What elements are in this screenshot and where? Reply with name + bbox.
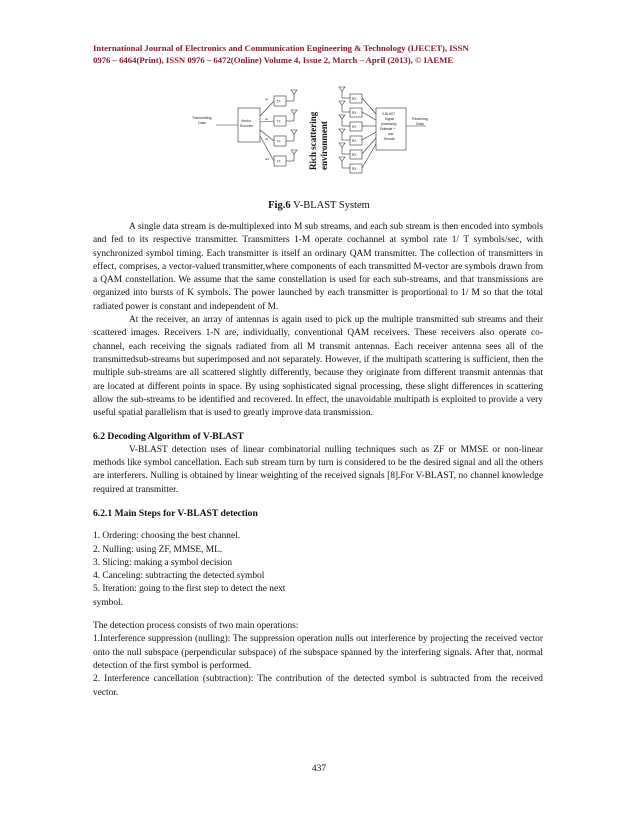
list-item: 1. Ordering: choosing the best channel. bbox=[93, 531, 241, 542]
receiving-data-label: Data bbox=[416, 122, 424, 126]
channel-label-1: Rich scattering bbox=[308, 111, 318, 170]
svg-text:aM: aM bbox=[265, 157, 269, 161]
spacer bbox=[93, 610, 543, 620]
rx-label: RX bbox=[352, 153, 357, 157]
rx-label: RX bbox=[352, 139, 357, 143]
paragraph: The detection process consists of two main operations: bbox=[93, 621, 299, 632]
channel-label-2: environment bbox=[319, 121, 329, 170]
tx-label: TX bbox=[276, 99, 281, 104]
caption-number: Fig.6 bbox=[268, 200, 291, 211]
svg-text:a1: a1 bbox=[265, 97, 269, 101]
figure-caption bbox=[0, 200, 638, 211]
list-item: symbol. bbox=[93, 597, 123, 608]
spacer bbox=[93, 420, 543, 430]
tx-label: TX bbox=[276, 159, 281, 164]
tx-label: TX bbox=[276, 119, 281, 124]
receiving-label: Receiving bbox=[412, 117, 428, 121]
list-item: 4. Canceling: subtracting the detected symbol bbox=[93, 571, 265, 582]
tx-label: TX bbox=[276, 139, 281, 144]
list-item: 5. Iteration: going to the first step to detect the next bbox=[93, 584, 286, 595]
header-line-2: 0976 – 6464(Print), ISSN 0976 – 6472(Online) Volume 4, Issue 2, March – April (2013), © IAEME bbox=[93, 55, 454, 65]
paragraph: 1.Interference suppression (nulling): The suppression operation nulls out interference by projecting the received vector onto the null subspace (perpendicular subspace) of the subspace spanned by the interfering signals. After that, normal detection of the first symbol is performed. bbox=[93, 634, 543, 671]
paragraph: A single data stream is de-multiplexed into M sub streams, and each sub stream is then encoded into symbols and fed to its respective transmitter. Transmitters 1-M operate cochannel at symbol rate 1/ T symbols/sec, with synchronized symbol timing. Each transmitter is itself an ordinary QAM transmitter. The collection of transmitters in effect, comprises, a vector-valued transmitter,where components of each transmitted M-vector are symbols drawn from a QAM constellation. We assume that the same constellation is used for each sub-streams, and that transmissions are organized into bursts of K symbols. The power launched by each transmitter is proportional to 1/ M so that the total radiated power is constant and independent of M. bbox=[93, 222, 543, 312]
steps-list bbox=[93, 530, 543, 610]
encoder-label-2: Encoder bbox=[240, 124, 254, 128]
rx-label: RX bbox=[352, 111, 357, 115]
journal-header bbox=[93, 42, 543, 66]
spacer bbox=[93, 520, 543, 530]
rx-label: RX bbox=[352, 125, 357, 129]
processor-label-5: and bbox=[388, 132, 394, 136]
subsection-heading: 6.2.1 Main Steps for V-BLAST detection bbox=[93, 507, 258, 519]
svg-text:a3: a3 bbox=[265, 137, 269, 141]
page-number: 437 bbox=[311, 764, 327, 774]
spacer bbox=[93, 497, 543, 507]
processor-label-3: processing bbox=[381, 122, 397, 126]
rx-label: RX bbox=[352, 167, 357, 171]
vblast-system-diagram bbox=[190, 86, 450, 186]
paragraph: At the receiver, an array of antennas is again used to pick up the multiple transmitted sub streams and their scattered images. Receivers 1-N are, individually, conventional QAM receivers. These receivers also operate co-channel, each receiving the signals radiated from all M transmit antennas. Each receiver antenna sees all of the transmittedsub-streams but superimposed and not separately. However, if the multipath scattering is sufficient, then the multiple sub-streams are all scattered slightly differently, because they originate from different transmit antennas that are located at different points in space. By using sophisticated signal processing, these slight differences in scattering allow the sub-streams to be identified and recovered. In effect, the unavoidable multipath is exploited to provide a very useful spatial parallelism that is used to greatly improve data transmission. bbox=[93, 315, 543, 419]
svg-text:a2: a2 bbox=[265, 117, 269, 121]
transmitting-label: Transmitting bbox=[192, 116, 212, 120]
article-body bbox=[93, 221, 543, 700]
paragraph: V-BLAST detection uses of linear combinatorial nulling techniques such as ZF or MMSE or non-linear methods like symbol cancellation. Each sub stream turn by turn is considered to be the desired signal and all the others are interferers. Nulling is obtained by linear weighting of the received signals [8].For V-BLAST, no channel knowledge required at transmitter. bbox=[93, 444, 543, 495]
section-heading: 6.2 Decoding Algorithm of V-BLAST bbox=[93, 431, 244, 443]
rx-label: RX bbox=[352, 97, 357, 101]
list-item: 2. Nulling: using ZF, MMSE, ML. bbox=[93, 544, 223, 555]
paragraph: 2. Interference cancellation (subtraction): The contribution of the detected symbol is subtracted from the received vector. bbox=[93, 674, 543, 698]
caption-text: V-BLAST System bbox=[290, 200, 370, 211]
processor-label-2: Signal bbox=[385, 117, 394, 121]
processor-label-4: Estimate + bbox=[380, 127, 396, 131]
encoder-label-1: Vector bbox=[241, 119, 252, 123]
header-line-1: International Journal of Electronics and Communication Engineering & Technology (IJECET), ISSN bbox=[93, 43, 469, 53]
transmitting-data-label: Data bbox=[198, 121, 206, 125]
processor-label-6: Decode bbox=[384, 137, 395, 141]
processor-label-1: V-BLAST bbox=[382, 112, 396, 116]
list-item: 3. Slicing: making a symbol decision bbox=[93, 557, 233, 568]
